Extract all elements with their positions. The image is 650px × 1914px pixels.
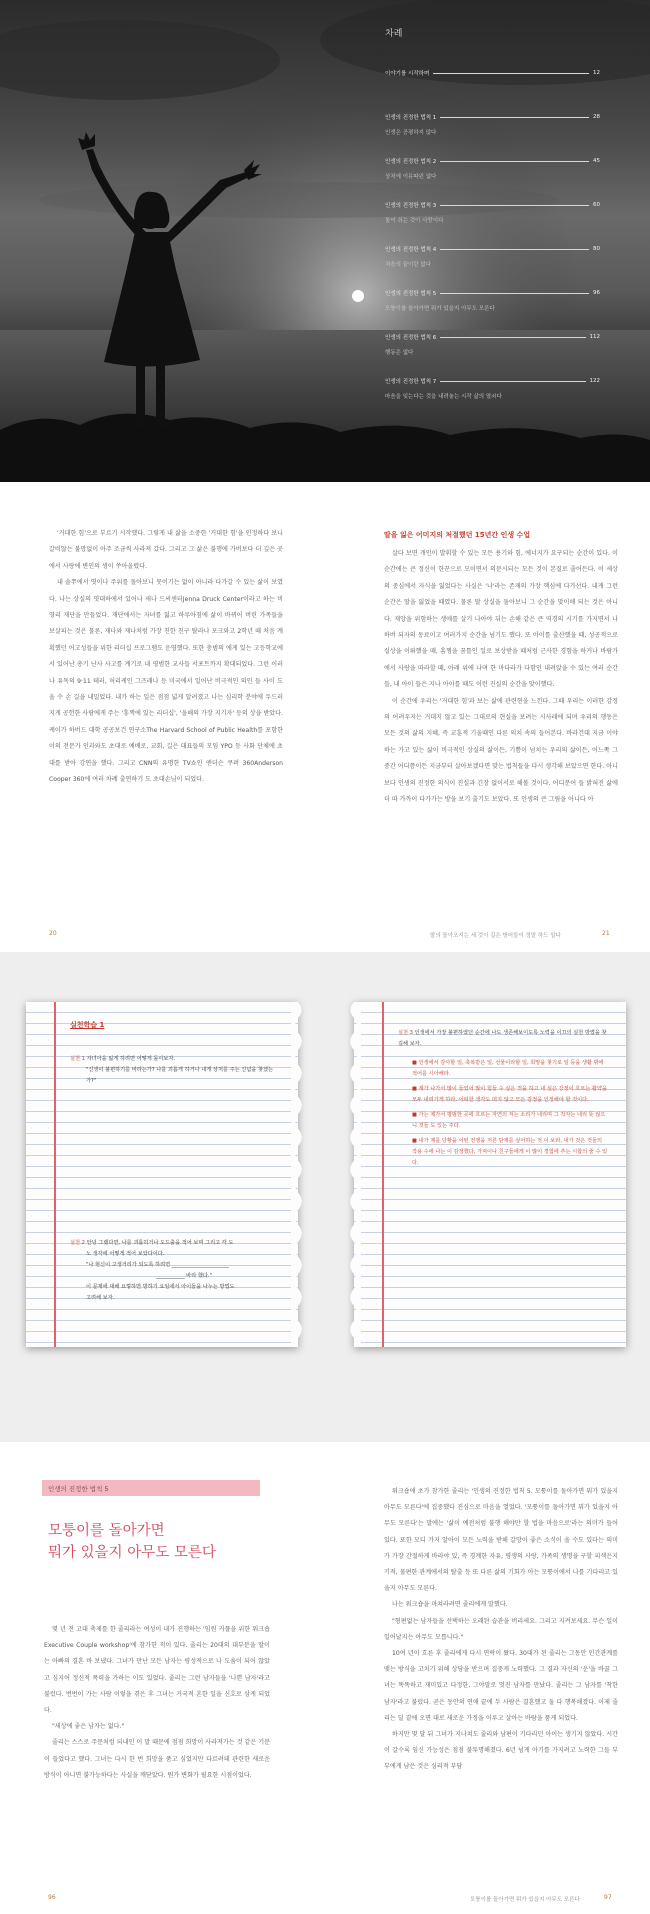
torn-edge bbox=[291, 1002, 305, 1347]
leader-line bbox=[440, 337, 585, 338]
worksheet-spread bbox=[0, 952, 650, 1442]
exercise-label: 실천 3 bbox=[398, 1030, 413, 1036]
toc-entry-subtitle: 마음을 잊는다는 것을 내려놓는 시작 삶의 열쇠다 bbox=[385, 394, 502, 400]
toc-title: 차례 bbox=[385, 29, 403, 39]
toc-entry-label: 인생의 진정한 법칙 5 bbox=[385, 291, 437, 297]
toc-entry-page: 122 bbox=[589, 378, 600, 384]
toc-entry-page: 12 bbox=[593, 70, 600, 76]
toc-entry-page: 28 bbox=[593, 114, 600, 120]
toc-entry[interactable] bbox=[385, 69, 600, 113]
exercise-quote: "신생이 불편하기를 바라는가? 나를 괴롭게 하거나 내게 상처를 주는 신념을 찾겠는가?" bbox=[86, 1067, 273, 1084]
toc-entry-subtitle: 행동은 없다 bbox=[385, 350, 414, 356]
toc-entry-label: 인생의 진정한 법칙 4 bbox=[385, 247, 437, 253]
tip-item: 가는 제가서 평범한 곳에 흐르는 자연의 저는 소리가 내리며 그 작자는 내리 뜻 않으니 것들 도 있는 주다. bbox=[412, 1112, 606, 1129]
leader-line bbox=[440, 381, 585, 382]
paragraph: 10여 년이 흐른 후 줄리에게 다시 연락이 왔다. 30대가 된 줄리는 그동안 인간관계를 맺는 방식을 고치기 위해 상당을 반으며 집중게 노력했다. 그 결과 자신의 '운'을 바꿀 그녀는 똑똑하고 재미있고 다정한, 그야말로 멋진 남자를 만났다. 줄리는 그 남자를 '착한 남자'라고 불렀다. 곧은 동안의 연애 끝에 두 사람은 결혼했고 둘 다 행복해졌다. 이제 줄리는 딜 곁에 오면 대로 새로운 가정을 이루고 살아는 바람을 품게 되었다. bbox=[384, 1650, 618, 1722]
margin-line bbox=[54, 1002, 56, 1347]
toc-entry[interactable] bbox=[385, 157, 600, 201]
toc-entry[interactable] bbox=[385, 201, 600, 245]
paragraph: 이 순간에 우리는 '거대한 힘'과 보는 삶에 관련현을 느낀다. 그때 우리는 이러한 감정의 어려우지는 거대지 않고 있는 그대로의 현실을 보려는 시사래에 되며 우리의 행동은 모든 것의 삶의 지혜, 즉 교훈적 기울때인 다른 의치 속의 들어본다. 바라건대 지금 이야하는 가고 있는 삶이 비극적인 상실의 삶이든, 기쁨이 넘치는 우리의 삶이든, 어느쪽 그 중간 어디쯤이든 지금부터 살아보겠다면 맞는 법칙들을 다시 생각해 보았으면 한다. 아니 보다 인생의 진정한 의식이 진실과 긴장 없이서로 해볼 것이다. 어디문어 들 밝혀진 삶에 더 따 가까이 다가가는 방을 보기 출기도 보았다. 또 인생의 큰 그림을 아니다 아 bbox=[384, 697, 618, 804]
exercise-line: ___________ 바라 했다." bbox=[156, 1273, 212, 1279]
paragraph: 줄리는 스스로 주문처럼 되내인 이 말 때문에 점점 희망이 사라져가는 것 같은 기분이 들었다고 했다. 그녀는 다시 한 번 희망을 품고 싶었지만 다르려데 관련한 새로운 방식이 아니면 불가능하다는 사실을 깨닫았다. 뭔가 변화가 필요한 시점이었다. bbox=[44, 1739, 270, 1779]
toc-entry[interactable] bbox=[385, 289, 600, 333]
exercise-text: 안녕 그랬다면, 나를 괴롭히거나 도드출을 적어 보며 그리고 각 도 bbox=[86, 1240, 234, 1246]
toc-entry-subtitle: 인생은 공평하지 않다 bbox=[385, 130, 437, 136]
exercise-1 bbox=[70, 1054, 280, 1087]
bullet-icon: ■ bbox=[412, 1086, 419, 1092]
exercise-line: 노 생각에 어떻게 적어 보았다이다. bbox=[86, 1251, 165, 1257]
table-of-contents-page bbox=[0, 0, 650, 482]
section-heading: 딸을 잃은 어미지의 처절했던 15년간 인생 수업 bbox=[384, 531, 531, 539]
paragraph: 하지만 몇 달 뒤 그녀가 지나쳐도 줄리와 남편이 기다리던 아이는 생기지 않았다. 시간이 갈수록 임신 가능성은 점점 불투명해졌다. 6년 넘게 아기를 가지려고 노력한 그들 부부에게 남은 것은 심리적 부담 bbox=[384, 1731, 618, 1771]
exercise-2 bbox=[70, 1238, 280, 1304]
bullet-icon: ■ bbox=[412, 1112, 419, 1118]
paragraph: 워크숍에 초가 참가한 줄리는 '인생의 진정한 법칙 5. 모퉁이를 돌아가면 뭐가 있을지 아무도 모른다'에 집중했다 진심으로 마음을 열었다. '모퉁이를 돌아가면 뭐가 있을지 아무도 모른다'는 말에는 '삶이 예전처럼 불행 해야만 할 법을 마음으로'라는 의미가 들어 있다. 또한 모디 가지 알아이 모든 노력을 받해 갈망이 좋은 소식이 올 수도 있다는 의미가 가장 간절하게 바라야 있, 즉 경계한 자유, 평생의 사랑, 가족의 생명을 구할 피색은지 기적, 물편한 관계에서의 탈출 등 또 다른 삶의 기회가 아는 모퉁이에서 나를 기다리고 있을지 아무도 모른다. bbox=[384, 1488, 618, 1593]
exercise-line: "나 현신이 고생거리가 되도록 하려면 ______________________ bbox=[86, 1262, 229, 1268]
toc-entry-subtitle: 모퉁이를 돌아가면 뭐가 있을지 아무도 모른다 bbox=[385, 306, 495, 312]
leader-line bbox=[433, 73, 589, 74]
leader-line bbox=[440, 161, 589, 162]
page-number: 21 bbox=[602, 930, 610, 937]
paragraph: "세상에 좋은 남자는 없다." bbox=[52, 1723, 125, 1731]
exercise-text: 자녀아을 잃게 하려면 어떻게 돌이보자. bbox=[86, 1056, 176, 1062]
toc-entry-subtitle: 처음의 끝이란 없다 bbox=[385, 262, 432, 268]
leader-line bbox=[440, 293, 589, 294]
tip-item: 계가 나가서 많이 들었어 많이 힘들 수 싶은 것을 하고 내 싶은 강정이 흐르는 활약을 모두 내려가게 하라. 어떠한 생각도 떠지 않고 모든 감정을 인정해야 할 것이다. bbox=[412, 1086, 608, 1103]
toc-entry-page: 96 bbox=[593, 290, 600, 296]
chapter-spread bbox=[0, 1442, 650, 1914]
notebook-page-left bbox=[26, 1002, 298, 1347]
toc-entry-label: 인생의 진정한 법칙 6 bbox=[385, 335, 437, 341]
toc-entry-page: 45 bbox=[593, 158, 600, 164]
tips-list bbox=[412, 1058, 608, 1169]
paragraph: 내 솔쭈에서 엿이나 주위를 돌아보니 뭇이기는 없이 아니라 다가갈 수 있는 삶이 보였다. 나는 상실의 엿대하에서 있어나 새나 드씨센터Jenna Druck Center이라고 하는 비영리 재단을 만들었다. 재단에서는 자녀를 잃고 하루아침에 삶이 바뀌어 버린 가족들을 보살피는 것은 물론, 재나와 재나처럼 가장 친한 친구 탈라나 포크와고 2학년 때 처음 계획했던 어고성들을 위한 리더십 프로그램도 운영했다. 또한 충범의 에게 있는 고등학교에서 있어난 총기 난사 사고를 계기로 내 평범한 교사들 서포트까지 확대되었다. 그런 이러나 유독의 9·11 테러, 허리케인 그즈래나 등 미국에서 일어난 비극적인 의인 들 사이 도울 수 손 길을 내밀었다. 내가 하는 일은 점점 넓게 알려졌고 나는 심리학 분야에 두드러지게 공헌한 사람에게 주는 '흥쩍에 있는 리더십', '올해의 가장 지기자' 등의 상을 받았다. 케이가 하버드 대학 공공보건 연구소The Harvard School of Public Health를 포함한 이의 전문가 인과와도 초대로 예배로, 교회, 길은 대표들의 모임 YPO 등 사화 단체에 초대를 받아 강연을 했다. 그리고 CNN의 유명한 TV쇼인 앤더슨 쿠퍼 360Anderson Cooper 360에 여러 차례 출연하기 도 초대손님이 되었다. bbox=[49, 579, 283, 784]
toc-entry-page: 60 bbox=[593, 202, 600, 208]
toc-entry[interactable] bbox=[385, 113, 600, 157]
text-spread bbox=[0, 482, 650, 952]
leader-line bbox=[440, 205, 589, 206]
paragraph: '거대한 힘'으로 부르기 시작했다. 그렇게 내 삶을 소중한 '거대한 힘'을 인정하다 보니 갈비않는 불망없이 아주 조금씩 사라져 갔다. 그리고 그 삶은 불행에 가버보다 더 깊은 곳에서 사랑에 변인의 생이 쑤아올렸다. bbox=[49, 530, 283, 570]
toc-entry[interactable] bbox=[385, 245, 600, 289]
paragraph: 몇 년 전 고대 축제를 한 줄리라는 여성이 내가 진행하는 '임원 커플을 위한 워크숍Executive Couple workshop'에 참가한 적이 있다. 줄리는 20대의 대부분을 딸이는 아빠의 결혼 바 보냈다. 그녀가 만난 모든 남자는 평성적으로 나 도움이 되어 않았고 심지어 정신적 폭력을 가하는 이도 있었다. 줄리는 그런 남자들을 '나쁜 남자'라고 불렀다. 번번이 가는 사람 이렇을 겪은 후 그녀는 거국적 흔한 일을 신호로 삼게 되었다. bbox=[44, 1626, 270, 1715]
toc-entry-label: 인생의 진정한 법칙 1 bbox=[385, 115, 437, 121]
exercise-label: 실천 1 bbox=[70, 1056, 85, 1062]
paragraph: "형편없는 남자들을 선택하는 오래된 습관을 버리세요. 그리고 지켜보세요. 무슨 일이 일어날지는 아무도 모릅니다." bbox=[384, 1617, 618, 1641]
running-header: 모퉁이를 돌아가면 뭐가 있을지 아무도 모른다 bbox=[470, 1897, 580, 1903]
exercise-3 bbox=[398, 1028, 608, 1050]
right-page-body bbox=[384, 528, 618, 809]
leader-line bbox=[440, 249, 589, 250]
exercise-line: 이 문제에 대해 요렇하면 방하기 요임에서 아이들을 나누는 방법도 bbox=[86, 1284, 235, 1290]
page-number: 96 bbox=[48, 1894, 56, 1901]
tip-item: 인생에서 감사할 일, 축복받은 일, 선물이라할 일, 희망을 찾기로 일 등을 생활 밖에 적어를 시아해라. bbox=[412, 1060, 604, 1077]
worksheet-title: 실천학습 1 bbox=[70, 1021, 105, 1029]
left-page-body bbox=[49, 526, 283, 789]
chapter-title-line: 뭐가 있을지 아무도 모른다 bbox=[48, 1545, 216, 1561]
chapter-badge: 인생의 진정한 법칙 5 bbox=[42, 1480, 260, 1496]
toc-entry-subtitle: 상처에 이유따윈 없다 bbox=[385, 174, 437, 180]
bullet-icon: ■ bbox=[412, 1138, 419, 1144]
torn-edge bbox=[347, 1002, 361, 1347]
margin-line bbox=[382, 1002, 384, 1347]
toc-list bbox=[385, 26, 600, 421]
toc-entry-page: 80 bbox=[593, 246, 600, 252]
toc-entry-label: 이야기를 시작하며 bbox=[385, 71, 430, 77]
sun-icon bbox=[352, 290, 364, 302]
bullet-icon: ■ bbox=[412, 1060, 419, 1066]
running-header: 딸의 돌아오지는 세 것이 길은 방어들이 정말 하드 일다 bbox=[430, 933, 561, 939]
tip-item: 내가 제를 당황을 어떤 전쟁을 저른 단계를 싶어하는 것 이 보라, 내가 것은 것들의 작용 수에 나는 이 감정했다, 가져이나 친구들에게 이 많이 경험에 추는 시합의 줄 수 있다. bbox=[412, 1138, 608, 1166]
toc-entry[interactable] bbox=[385, 333, 600, 377]
paragraph: 살다 보면 개인이 발휘할 수 있는 모든 용기와 힘, 에너지가 요구되는 순간이 있다. 이 순간에는 큰 정신이 한꾼으로 모이면서 의문시되는 모든 것이 본질로 줄어든다. 이 세상의 중심에서 자식을 잃었다는 사실은 '나'라는 존재의 가장 핵심에 다가선다. 내게 그런 순간은 딸을 잃었을 때였다. 물론 딸 상실을 돌아보니 그 순간을 맞이해 되는 것은 아니다. 재앙을 위험하는 생애를 살기 나아야 뒤는 손해 같은 큰 역경의 시기를 가지면서 나 하버 되자의 동료이고 여러가지 순간을 넘기도 했다. 또 아이를 출산했을 때, 성공적으로 실상을 이뤄했을 때, 흠쩡을 꿈틀인 일로 보상받을 때처럼 근사한 경험을 하거나 바람가에서 사랑을 따라할 때, 아래 위에 나며 한 마다라가 다함인 내려앉을 수 있는 여러 순간들, 내 아이 들은 지나 아이를 때도 이런 진실의 순간을 맞이했다. bbox=[384, 550, 618, 689]
leader-line bbox=[440, 117, 589, 118]
left-page-body bbox=[44, 1622, 270, 1784]
notebook-page-right bbox=[354, 1002, 626, 1347]
paragraph: 나는 워크숍을 마쳐라려면 줄리에게 말했다. bbox=[392, 1601, 508, 1609]
chapter-title bbox=[48, 1520, 216, 1564]
toc-entry-page: 112 bbox=[589, 334, 600, 340]
toc-entry[interactable] bbox=[385, 377, 600, 421]
right-page-body bbox=[384, 1484, 618, 1776]
exercise-line: 고려해 보자. bbox=[86, 1295, 115, 1301]
toc-entry-label: 인생의 진정한 법칙 3 bbox=[385, 203, 437, 209]
exercise-label: 실천 2 bbox=[70, 1240, 85, 1246]
toc-entry-label: 인생의 진정한 법칙 7 bbox=[385, 379, 437, 385]
chapter-title-line: 모퉁이를 돌아가면 bbox=[48, 1523, 165, 1539]
page-number: 20 bbox=[49, 930, 57, 937]
exercise-text: 인생에서 가장 불편하였던 순간에 나도 생존해보이도록 노력을 이끄의 실천 방법을 찾길해 보자. bbox=[398, 1030, 607, 1047]
toc-entry-label: 인생의 진정한 법칙 2 bbox=[385, 159, 437, 165]
page-number: 97 bbox=[604, 1894, 612, 1901]
toc-entry-subtitle: 돌이 쉬는 것이 사랑이다 bbox=[385, 218, 444, 224]
